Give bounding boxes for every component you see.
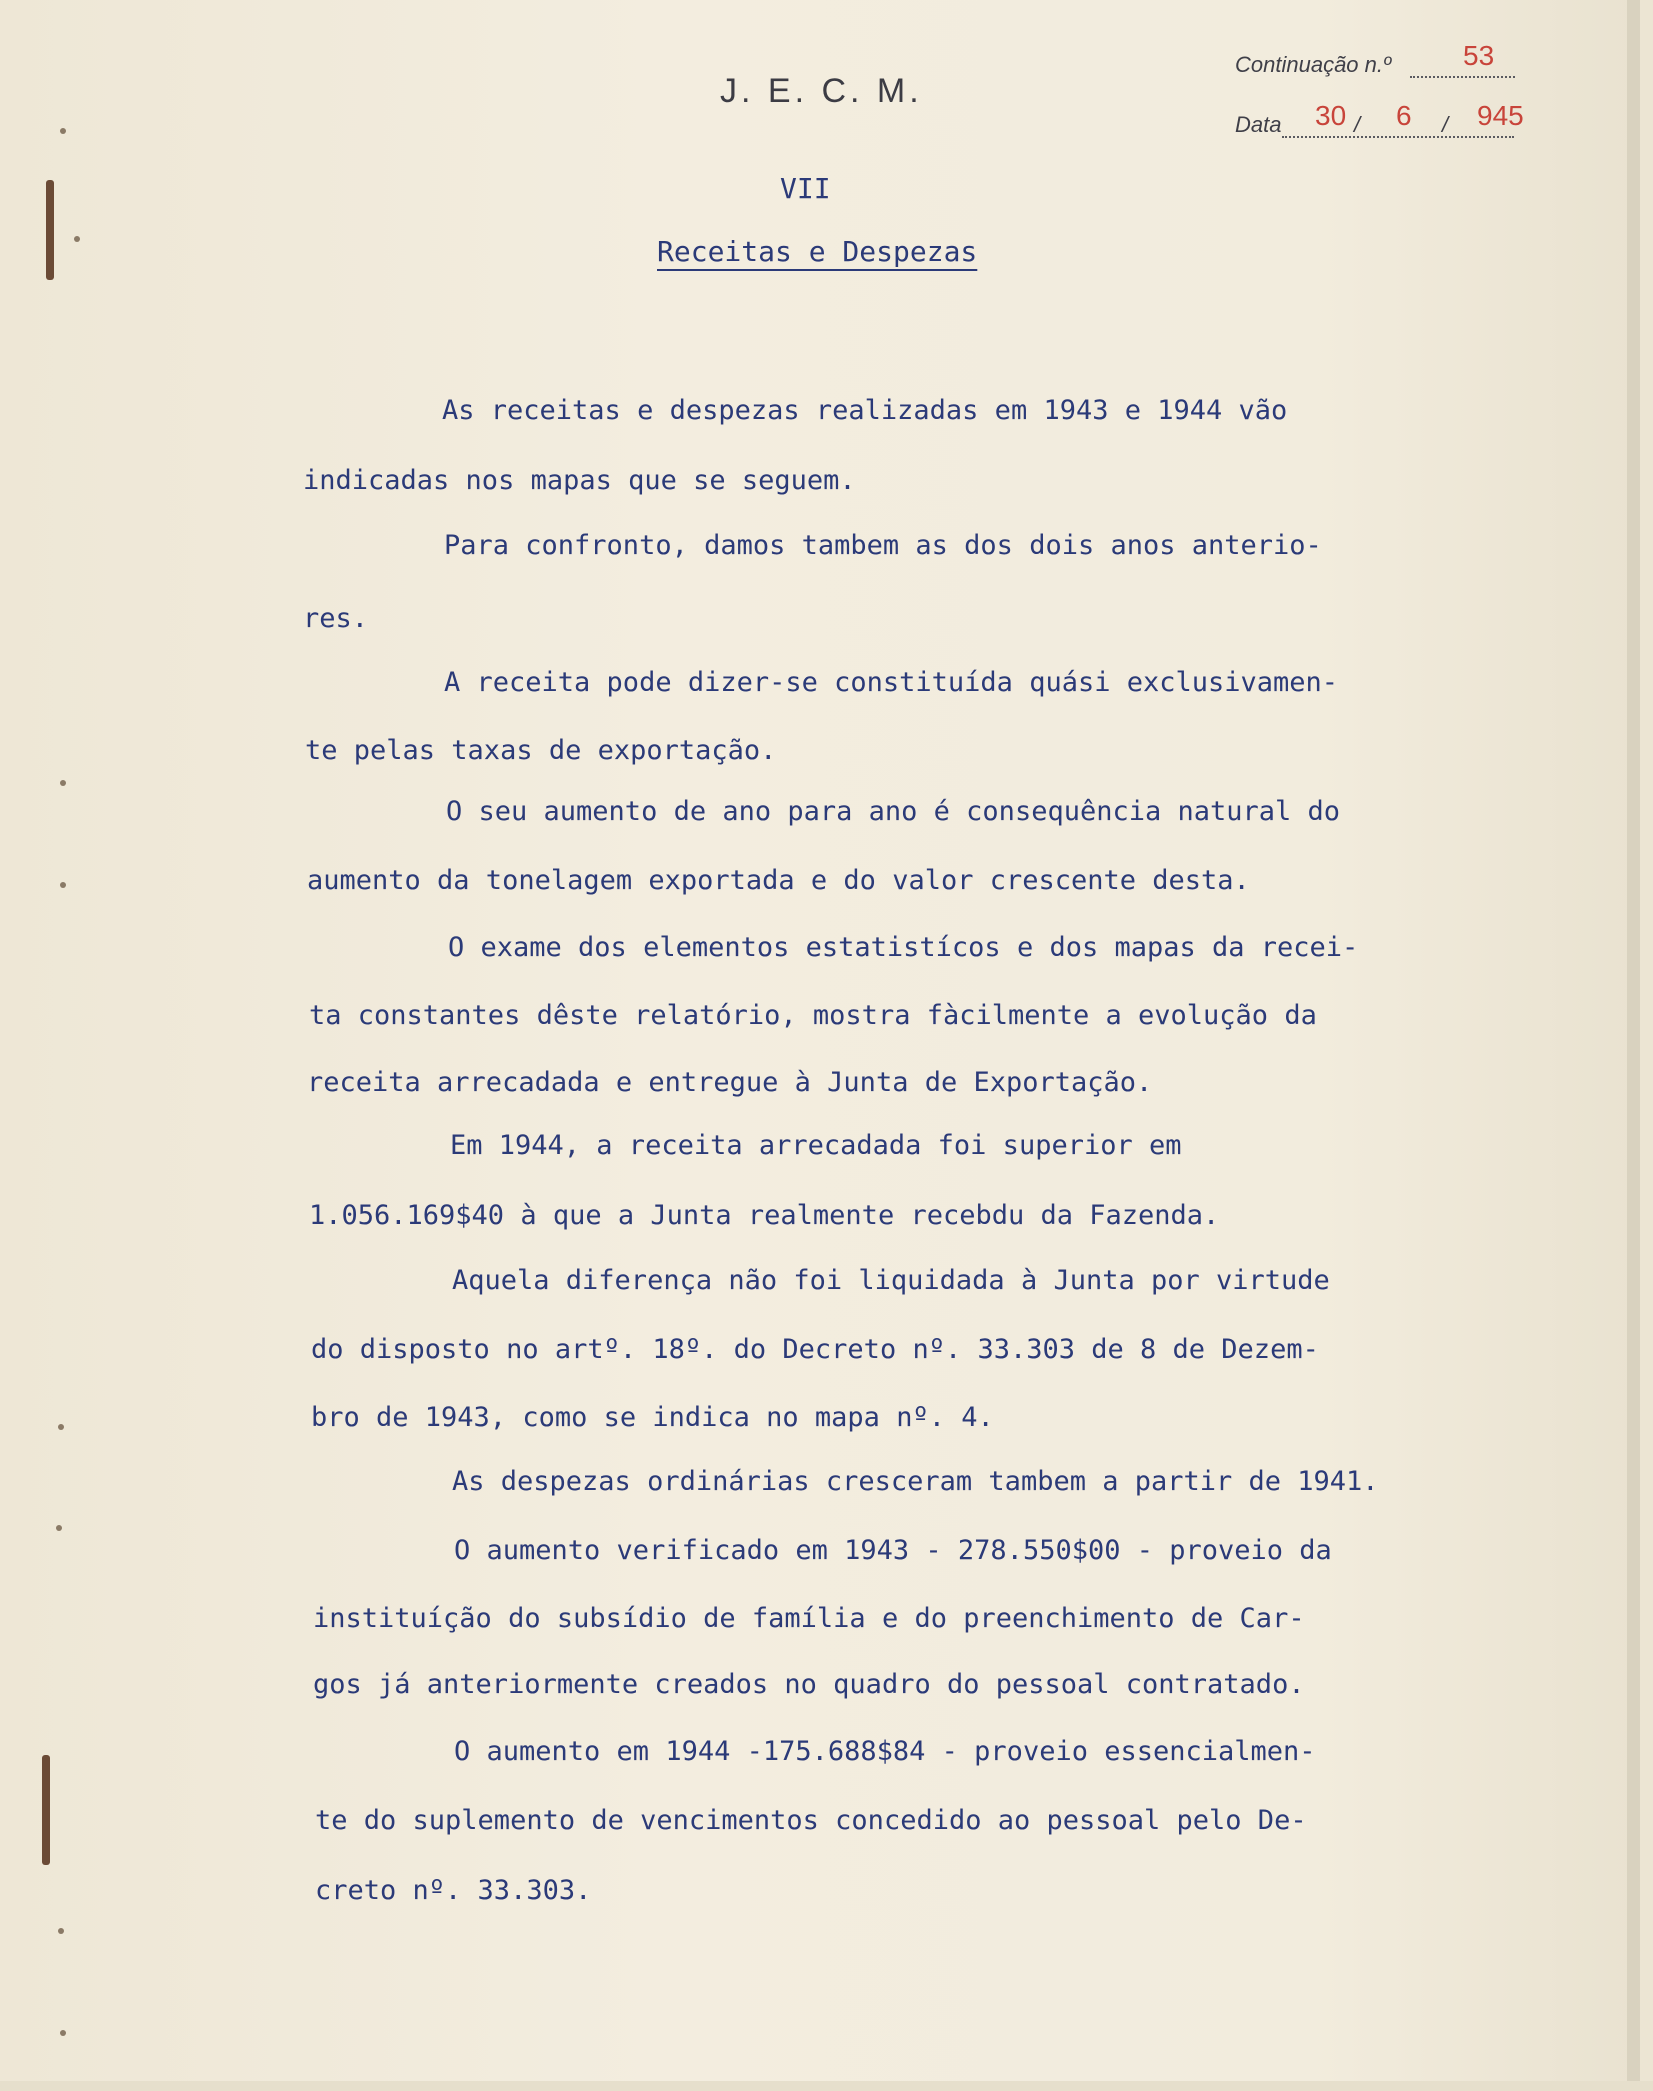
section-heading: Receitas e Despezas <box>657 235 978 268</box>
body-line: indicadas nos mapas que se seguem. <box>303 465 856 496</box>
binding-hole <box>46 180 54 280</box>
body-line: 1.056.169$40 à que a Junta realmente recebdu da Fazenda. <box>309 1200 1220 1231</box>
continuation-number: 53 <box>1463 40 1495 71</box>
body-line: O seu aumento de ano para ano é consequência natural do <box>446 796 1341 827</box>
body-line: As receitas e despezas realizadas em 1943 e 1944 vão <box>442 395 1288 426</box>
body-line: creto nº. 33.303. <box>315 1875 592 1906</box>
binding-hole <box>42 1755 50 1865</box>
date-dotline <box>1282 136 1514 138</box>
date-year: 945 <box>1477 100 1524 131</box>
margin-mark <box>58 1928 64 1934</box>
date-label: Data <box>1235 112 1282 137</box>
page-bottom-edge <box>0 2081 1653 2091</box>
margin-mark <box>58 1424 64 1430</box>
body-line: do disposto no artº. 18º. do Decreto nº. 33.303 de 8 de Dezem- <box>311 1334 1319 1365</box>
margin-mark <box>60 882 66 888</box>
margin-mark <box>60 128 66 134</box>
continuation-label: Continuação n.º <box>1235 52 1392 77</box>
body-line: O exame dos elementos estatistícos e dos mapas da recei- <box>448 932 1359 963</box>
body-line: receita arrecadada e entregue à Junta de Exportação. <box>307 1067 1153 1098</box>
body-line: instituíção do subsídio de família e do preenchimento de Car- <box>313 1603 1305 1634</box>
continuation-dotline <box>1410 76 1515 78</box>
section-number: VII <box>780 172 831 205</box>
margin-mark <box>56 1525 62 1531</box>
margin-mark <box>74 236 80 242</box>
body-line: O aumento em 1944 -175.688$84 - proveio essencialmen- <box>454 1736 1316 1767</box>
body-line: gos já anteriormente creados no quadro do pessoal contratado. <box>313 1669 1305 1700</box>
date-month: 6 <box>1396 100 1412 131</box>
date-separator: / <box>1442 112 1449 137</box>
date-day: 30 <box>1315 100 1347 131</box>
body-line: As despezas ordinárias cresceram tambem a partir de 1941. <box>452 1466 1379 1497</box>
body-line: Para confronto, damos tambem as dos dois anos anterio- <box>444 530 1322 561</box>
body-line: O aumento verificado em 1943 - 278.550$00 - proveio da <box>454 1535 1332 1566</box>
body-line: te pelas taxas de exportação. <box>305 735 777 766</box>
body-line: A receita pode dizer-se constituída quási exclusivamen- <box>444 667 1339 698</box>
body-line: te do suplemento de vencimentos concedido ao pessoal pelo De- <box>315 1805 1307 1836</box>
body-line: res. <box>303 603 369 634</box>
margin-mark <box>60 2030 66 2036</box>
margin-mark <box>60 780 66 786</box>
page-edge <box>1627 0 1640 2091</box>
body-line: Aquela diferença não foi liquidada à Junta por virtude <box>452 1265 1330 1296</box>
body-line: bro de 1943, como se indica no mapa nº. 4. <box>311 1402 994 1433</box>
body-line: aumento da tonelagem exportada e do valor crescente desta. <box>307 865 1250 896</box>
organization-header: J. E. C. M. <box>720 72 923 110</box>
body-line: Em 1944, a receita arrecadada foi superior em <box>450 1130 1182 1161</box>
body-line: ta constantes dêste relatório, mostra fàcilmente a evolução da <box>309 1000 1317 1031</box>
date-separator: / <box>1354 112 1361 137</box>
